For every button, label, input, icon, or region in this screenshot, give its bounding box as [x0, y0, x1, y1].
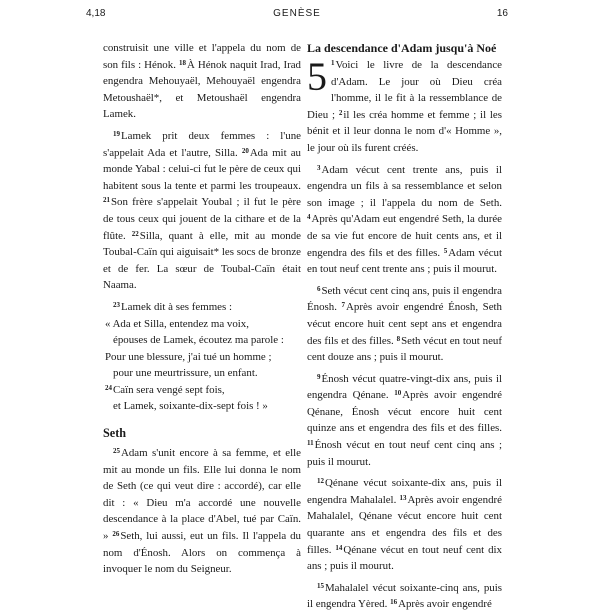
verse-number: 24 — [105, 383, 112, 392]
verse-number: 9 — [317, 372, 321, 381]
poem-line: et Lamek, soixante-dix-sept fois ! » — [113, 400, 268, 413]
paragraph-genesis-4-19-22: $^{19}$Lamek prit deux femmes : l'une s'appelait Ada et l'autre, Silla. $^{20}$Ada mit au monde Yabal : celui-ci fut le père de ceux qui habitent sous la tente et parmi les troupeaux. $^{21}$Son frère s'appelait Youbal ; il fut le père de tous ceux qui jouent de la cithare et de la flûte. $^{22}$Silla, quant à elle, mit au monde Toubal-Caïn qui aiguisait* les socs de bronze et de fer. La sœur de Toubal-Caïn était Naama. — [103, 129, 301, 292]
verse-number: 8 — [396, 334, 401, 343]
verse-number: 5 — [443, 246, 448, 255]
verse-number: 13 — [399, 493, 407, 502]
running-header — [86, 8, 508, 24]
page-number: 16 — [496, 8, 508, 19]
verse-number: 16 — [390, 598, 398, 607]
verse-number: 25 — [113, 447, 120, 456]
verse-number: 3 — [317, 163, 321, 172]
verse-number: 18 — [178, 58, 186, 67]
paragraph-genesis-4-23: $^{23}$Lamek dit à ses femmes : — [113, 300, 232, 313]
chapter-number: 5 — [307, 54, 327, 99]
right-column — [307, 40, 502, 613]
poem-line: « Ada et Silla, entendez ma voix, — [105, 317, 249, 330]
verse-number: 10 — [394, 389, 402, 398]
paragraph-genesis-5-6-8: $^6$Seth vécut cent cinq ans, puis il engendra Énosh. $^7$Après avoir engendré Énosh, Seth vécut encore huit cent sept ans et engendra des fils et des filles. $^8$Seth vécut en tout neuf cent douze ans ; puis il mourut. — [307, 284, 502, 364]
verse-number: 14 — [335, 543, 343, 552]
paragraph-genesis-5-15-16: $^{15}$Mahalalel vécut soixante-cinq ans, puis il engendra Yèred. $^{16}$Après avoir engendré — [307, 581, 502, 611]
verse-number: 7 — [341, 301, 346, 310]
poem-line: $^{24}$Caïn sera vengé sept fois, — [105, 383, 225, 396]
verse-number: 6 — [317, 284, 321, 293]
paragraph-genesis-4-17-18: construisit une ville et l'appela du nom de son fils : Hénok. $^{18}$À Hénok naquit Irad, Irad engendra Mehouyaël, Mehouyaël engendra Metoushaël*, et Metoushaël engendra Lamek. — [103, 42, 301, 121]
paragraph-genesis-5-1-2: 5 $^1$Voici le livre de la descendance d'Adam. Le jour où Dieu créa l'homme, il le fit à la ressemblance de Dieu ; $^2$il les créa homme et femme ; il les bénit et il leur donna le nom d'« Homme », le jour où ils furent créés. — [307, 54, 502, 154]
paragraph-genesis-5-12-14: $^{12}$Qénane vécut soixante-dix ans, puis il engendra Mahalalel. $^{13}$Après avoir engendré Mahalalel, Qénane vécut encore huit cent quarante ans et engendra des fils et des filles. $^{14}$Qénane vécut en tout neuf cent dix ans ; puis il mourut. — [307, 477, 502, 573]
verse-number: 12 — [317, 477, 324, 486]
verse-number: 22 — [131, 229, 139, 238]
poem-line: pour une meurtrissure, un enfant. — [113, 367, 258, 380]
section-heading-descendance: La descendance d'Adam jusqu'à Noé — [307, 41, 497, 55]
verse-number: 11 — [307, 439, 314, 448]
verse-number: 20 — [241, 146, 249, 155]
verse-number: 23 — [113, 300, 120, 309]
verse-number: 15 — [317, 581, 324, 590]
verse-number: 26 — [112, 530, 120, 539]
poem-line: épouses de Lamek, écoutez ma parole : — [113, 334, 284, 347]
left-column — [103, 40, 301, 578]
section-heading-seth: Seth — [103, 426, 127, 441]
paragraph-genesis-4-25-26: $^{25}$Adam s'unit encore à sa femme, et elle mit au monde un fils. Elle lui donna le nom de Seth (ce qui veut dire : accordé), car elle dit : « Dieu m'a accordé une nouvelle descendance à la place d'Abel, tué par Caïn. » $^{26}$Seth, lui aussi, eut un fils. Il l'appela du nom d'Énosh. Alors on commença à invoquer le nom du Seigneur. — [103, 447, 301, 576]
poem-lamek — [103, 316, 301, 416]
verse-number: 1 — [331, 59, 335, 67]
header-book-title: GENÈSE — [273, 8, 321, 19]
verse-number: 2 — [338, 108, 343, 117]
verse-number: 19 — [113, 129, 120, 138]
header-reference: 4,18 — [86, 8, 106, 19]
paragraph-genesis-5-3-5: $^3$Adam vécut cent trente ans, puis il engendra un fils à sa ressemblance et selon son image ; il l'appela du nom de Seth. $^4$Après qu'Adam eut engendré Seth, la durée de sa vie fut encore de huit cents ans, et il engendra des fils et des filles. $^5$Adam vécut en tout neuf cent trente ans ; puis il mourut. — [307, 163, 502, 276]
paragraph-genesis-5-9-11: $^9$Énosh vécut quatre-vingt-dix ans, puis il engendra Qénane. $^{10}$Après avoir engendré Qénane, Énosh vécut encore huit cent quinze ans et engendra des fils et des filles. $^{11}$Énosh vécut en tout neuf cent cinq ans ; puis il mourut. — [307, 372, 502, 468]
verse-number: 4 — [307, 213, 311, 222]
poem-line: Pour une blessure, j'ai tué un homme ; — [105, 350, 272, 363]
verse-number: 21 — [103, 196, 110, 205]
